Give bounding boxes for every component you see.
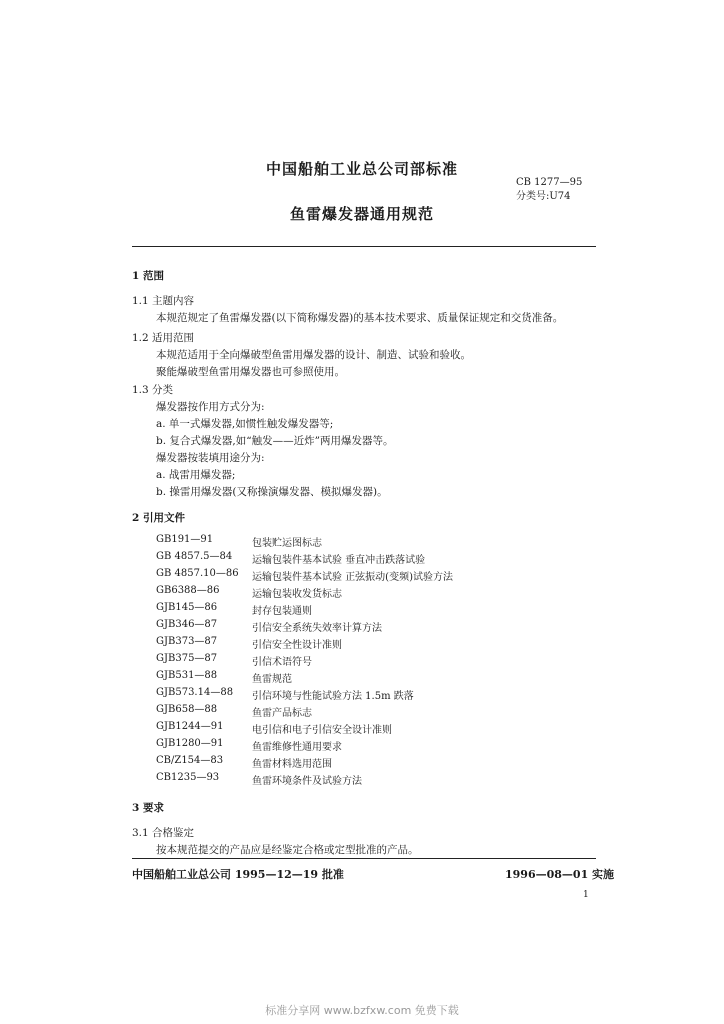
reference-title: 引信术语符号 [252, 657, 312, 668]
approval-note: 中国船舶工业总公司 1995—12—19 批准 [132, 868, 344, 881]
classification-number: 分类号:U74 [516, 191, 571, 202]
section-1-3-line-3: b. 复合式爆发器,如“触发——近炸”两用爆发器等。 [156, 435, 394, 447]
section-1-1-heading: 1.1 主题内容 [132, 295, 195, 307]
section-1-heading: 1 范围 [132, 270, 164, 282]
reference-code: GB 4857.5—84 [156, 551, 233, 562]
reference-code: GJB573.14—88 [156, 687, 234, 698]
reference-title: 鱼雷材料选用范围 [252, 759, 332, 770]
section-3-heading: 3 要求 [132, 802, 164, 814]
reference-code: GJB145—86 [156, 602, 218, 613]
reference-code: GJB375—87 [156, 653, 218, 664]
reference-code: GB6388—86 [156, 585, 220, 596]
reference-title: 鱼雷产品标志 [252, 708, 312, 719]
reference-code: GJB1280—91 [156, 738, 224, 749]
reference-title: 引信环境与性能试验方法 1.5m 跌落 [252, 691, 414, 702]
document-number-block [516, 176, 582, 204]
reference-code: CB1235—93 [156, 772, 220, 783]
page-number: 1 [583, 890, 589, 900]
reference-code: CB/Z154—83 [156, 755, 224, 766]
implementation-date: 1996—08—01 实施 [505, 868, 615, 881]
section-1-3-line-6: b. 操雷用爆发器(又称操演爆发器、模拟爆发器)。 [156, 486, 388, 498]
reference-title: 鱼雷规范 [252, 674, 292, 685]
section-3-1-heading: 3.1 合格鉴定 [132, 827, 195, 839]
section-1-3-line-4: 爆发器按装填用途分为: [156, 452, 265, 464]
watermark: 标准分享网 www.bzfxw.com 免费下载 [265, 1004, 459, 1017]
reference-code: GJB658—88 [156, 704, 218, 715]
document-number: CB 1277—95 [516, 177, 583, 188]
reference-title: 运输包装件基本试验 垂直冲击跌落试验 [252, 555, 426, 566]
reference-title: 引信安全系统失效率计算方法 [252, 623, 382, 634]
document-title: 鱼雷爆发器通用规范 [289, 205, 434, 223]
reference-title: 包装贮运图标志 [252, 538, 322, 549]
reference-title: 鱼雷环境条件及试验方法 [252, 776, 362, 787]
reference-title: 运输包装件基本试验 正弦振动(变频)试验方法 [252, 572, 453, 583]
section-3-1-text: 按本规范提交的产品应是经鉴定合格或定型批准的产品。 [156, 844, 419, 856]
reference-code: GJB1244—91 [156, 721, 224, 732]
issuing-organization: 中国船舶工业总公司部标准 [265, 160, 458, 178]
section-1-2-text-1: 本规范适用于全向爆破型鱼雷用爆发器的设计、制造、试验和验收。 [156, 349, 471, 361]
section-1-3-line-5: a. 战雷用爆发器; [156, 469, 236, 481]
header-divider [132, 246, 596, 247]
reference-code: GB 4857.10—86 [156, 568, 239, 579]
section-1-2-heading: 1.2 适用范围 [132, 332, 195, 344]
section-1-2-text-2: 聚能爆破型鱼雷用爆发器也可参照使用。 [156, 366, 345, 378]
reference-title: 引信安全性设计准则 [252, 640, 342, 651]
reference-code: GJB346—87 [156, 619, 218, 630]
section-2-heading: 2 引用文件 [132, 512, 185, 524]
reference-title: 鱼雷维修性通用要求 [252, 742, 342, 753]
reference-title: 电引信和电子引信安全设计准则 [252, 725, 392, 736]
reference-code: GB191—91 [156, 534, 214, 545]
section-1-1-text: 本规范规定了鱼雷爆发器(以下简称爆发器)的基本技术要求、质量保证规定和交货准备。 [156, 312, 564, 324]
section-1-3-line-2: a. 单一式爆发器,如惯性触发爆发器等; [156, 418, 334, 430]
reference-code: GJB531—88 [156, 670, 218, 681]
reference-code: GJB373—87 [156, 636, 218, 647]
section-1-3-line-1: 爆发器按作用方式分为: [156, 401, 265, 413]
reference-title: 封存包装通则 [252, 606, 312, 617]
footer-divider [132, 858, 596, 859]
reference-title: 运输包装收发货标志 [252, 589, 342, 600]
section-1-3-heading: 1.3 分类 [132, 384, 174, 396]
